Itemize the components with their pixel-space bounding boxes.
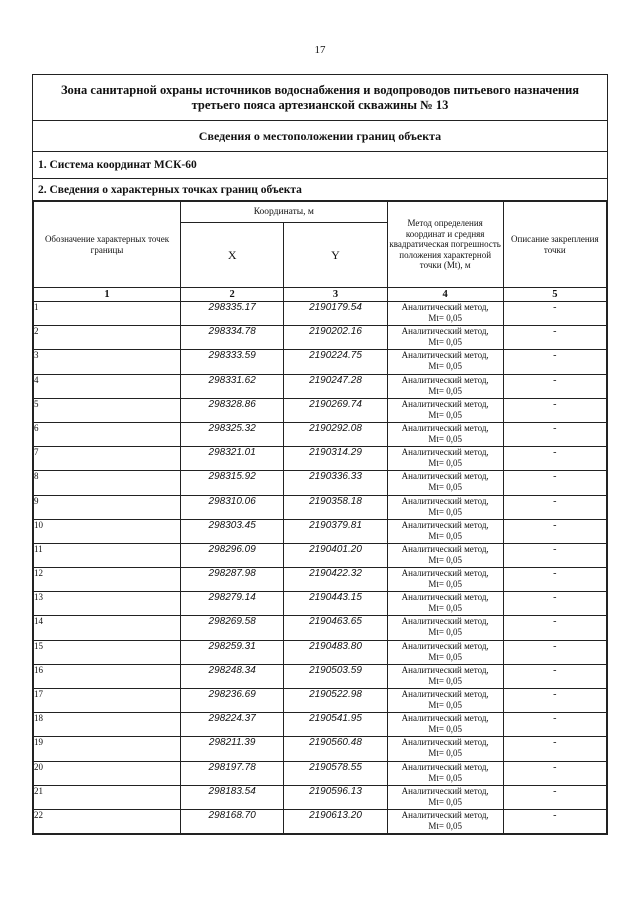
x-coordinate-cell: 298236.69 [181, 689, 284, 713]
description-cell: - [503, 809, 606, 833]
description-cell: - [503, 737, 606, 761]
x-coordinate-cell: 298248.34 [181, 664, 284, 688]
table-body [34, 302, 607, 834]
accuracy-text: Mt= 0,05 [428, 433, 462, 444]
document-subtitle: Сведения о местоположении границ объекта [33, 121, 607, 152]
point-number-cell: 20 [34, 761, 181, 785]
accuracy-text: Mt= 0,05 [428, 458, 462, 469]
point-number-cell: 2 [34, 326, 181, 350]
method-cell [387, 664, 503, 688]
method-cell [387, 640, 503, 664]
description-cell: - [503, 543, 606, 567]
method-cell [387, 447, 503, 471]
y-coordinate-cell: 2190578.55 [284, 761, 387, 785]
point-number-cell: 4 [34, 374, 181, 398]
method-cell [387, 519, 503, 543]
accuracy-text: Mt= 0,05 [428, 506, 462, 517]
x-coordinate-cell: 298334.78 [181, 326, 284, 350]
x-coordinate-cell: 298331.62 [181, 374, 284, 398]
x-coordinate-cell: 298269.58 [181, 616, 284, 640]
accuracy-text: Mt= 0,05 [428, 627, 462, 638]
y-coordinate-cell: 2190358.18 [284, 495, 387, 519]
method-text: Аналитический метод, [401, 640, 489, 651]
x-coordinate-cell: 298197.78 [181, 761, 284, 785]
method-text: Аналитический метод, [401, 495, 489, 506]
header-method: Метод определения координат и средняя квадратическая погрешность положения характерной точки (Mt), м [387, 202, 503, 288]
description-cell: - [503, 495, 606, 519]
method-text: Аналитический метод, [401, 326, 489, 337]
x-coordinate-cell: 298168.70 [181, 809, 284, 833]
table-row [34, 495, 607, 519]
x-coordinate-cell: 298325.32 [181, 422, 284, 446]
method-cell [387, 422, 503, 446]
table-row [34, 809, 607, 833]
method-cell [387, 374, 503, 398]
point-number-cell: 14 [34, 616, 181, 640]
y-coordinate-cell: 2190247.28 [284, 374, 387, 398]
method-text: Аналитический метод, [401, 519, 489, 530]
method-text: Аналитический метод, [401, 374, 489, 385]
accuracy-text: Mt= 0,05 [428, 554, 462, 565]
x-coordinate-cell: 298259.31 [181, 640, 284, 664]
table-row [34, 374, 607, 398]
point-number-cell: 8 [34, 471, 181, 495]
method-text: Аналитический метод, [401, 350, 489, 361]
method-text: Аналитический метод, [401, 422, 489, 433]
method-text: Аналитический метод, [401, 568, 489, 579]
y-coordinate-cell: 2190522.98 [284, 689, 387, 713]
x-coordinate-cell: 298211.39 [181, 737, 284, 761]
point-number-cell: 22 [34, 809, 181, 833]
table-row [34, 761, 607, 785]
table-row [34, 326, 607, 350]
description-cell: - [503, 422, 606, 446]
method-cell [387, 713, 503, 737]
method-text: Аналитический метод, [401, 592, 489, 603]
header-x: X [181, 223, 284, 288]
method-text: Аналитический метод, [401, 689, 489, 699]
accuracy-text: Mt= 0,05 [428, 530, 462, 541]
method-cell [387, 495, 503, 519]
x-coordinate-cell: 298335.17 [181, 302, 284, 326]
y-coordinate-cell: 2190202.16 [284, 326, 387, 350]
description-cell: - [503, 398, 606, 422]
method-cell [387, 302, 503, 326]
method-cell [387, 785, 503, 809]
method-text: Аналитический метод, [401, 809, 489, 820]
point-number-cell: 6 [34, 422, 181, 446]
method-text: Аналитический метод, [401, 785, 489, 796]
header-coordinates: Координаты, м [181, 202, 388, 223]
description-cell: - [503, 592, 606, 616]
x-coordinate-cell: 298296.09 [181, 543, 284, 567]
method-text: Аналитический метод, [401, 471, 489, 482]
method-text: Аналитический метод, [401, 543, 489, 554]
point-number-cell: 5 [34, 398, 181, 422]
description-cell: - [503, 568, 606, 592]
description-cell: - [503, 713, 606, 737]
x-coordinate-cell: 298183.54 [181, 785, 284, 809]
description-cell: - [503, 350, 606, 374]
y-coordinate-cell: 2190401.20 [284, 543, 387, 567]
method-text: Аналитический метод, [401, 713, 489, 724]
point-number-cell: 9 [34, 495, 181, 519]
x-coordinate-cell: 298279.14 [181, 592, 284, 616]
accuracy-text: Mt= 0,05 [428, 385, 462, 396]
page-number: 17 [314, 44, 326, 56]
table-row [34, 568, 607, 592]
method-cell [387, 592, 503, 616]
y-coordinate-cell: 2190379.81 [284, 519, 387, 543]
method-text: Аналитический метод, [401, 302, 489, 312]
point-number-cell: 1 [34, 302, 181, 326]
description-cell: - [503, 640, 606, 664]
table-row [34, 422, 607, 446]
column-number-row [34, 288, 607, 302]
x-coordinate-cell: 298333.59 [181, 350, 284, 374]
method-text: Аналитический метод, [401, 447, 489, 458]
table-row [34, 664, 607, 688]
method-cell [387, 398, 503, 422]
description-cell: - [503, 761, 606, 785]
method-cell [387, 326, 503, 350]
table-row [34, 350, 607, 374]
method-text: Аналитический метод, [401, 761, 489, 772]
header-designation: Обозначение характерных точек границы [34, 202, 181, 288]
y-coordinate-cell: 2190613.20 [284, 809, 387, 833]
y-coordinate-cell: 2190560.48 [284, 737, 387, 761]
header-y: Y [284, 223, 387, 288]
accuracy-text: Mt= 0,05 [428, 724, 462, 735]
point-number-cell: 11 [34, 543, 181, 567]
method-text: Аналитический метод, [401, 737, 489, 748]
point-number-cell: 15 [34, 640, 181, 664]
description-cell: - [503, 471, 606, 495]
header-description: Описание закрепления точки [503, 202, 606, 288]
point-number-cell: 21 [34, 785, 181, 809]
y-coordinate-cell: 2190596.13 [284, 785, 387, 809]
description-cell: - [503, 689, 606, 713]
column-number: 4 [387, 288, 503, 302]
y-coordinate-cell: 2190463.65 [284, 616, 387, 640]
x-coordinate-cell: 298321.01 [181, 447, 284, 471]
y-coordinate-cell: 2190443.15 [284, 592, 387, 616]
x-coordinate-cell: 298310.06 [181, 495, 284, 519]
table-row [34, 737, 607, 761]
method-cell [387, 809, 503, 833]
description-cell: - [503, 664, 606, 688]
y-coordinate-cell: 2190292.08 [284, 422, 387, 446]
accuracy-text: Mt= 0,05 [428, 603, 462, 614]
description-cell: - [503, 447, 606, 471]
x-coordinate-cell: 298287.98 [181, 568, 284, 592]
table-row [34, 616, 607, 640]
accuracy-text: Mt= 0,05 [428, 313, 462, 323]
x-coordinate-cell: 298224.37 [181, 713, 284, 737]
method-cell [387, 689, 503, 713]
y-coordinate-cell: 2190269.74 [284, 398, 387, 422]
point-number-cell: 18 [34, 713, 181, 737]
column-number: 5 [503, 288, 606, 302]
column-number: 3 [284, 288, 387, 302]
description-cell: - [503, 616, 606, 640]
y-coordinate-cell: 2190336.33 [284, 471, 387, 495]
accuracy-text: Mt= 0,05 [428, 675, 462, 686]
point-number-cell: 19 [34, 737, 181, 761]
accuracy-text: Mt= 0,05 [428, 748, 462, 759]
y-coordinate-cell: 2190179.54 [284, 302, 387, 326]
document-title: Зона санитарной охраны источников водоснабжения и водопроводов питьевого назначения третьего пояса артезианской скважины № 13 [33, 75, 607, 121]
method-cell [387, 543, 503, 567]
method-cell [387, 761, 503, 785]
table-row [34, 543, 607, 567]
coordinate-system-section: 1. Система координат МСК-60 [33, 152, 607, 179]
method-cell [387, 350, 503, 374]
y-coordinate-cell: 2190422.32 [284, 568, 387, 592]
table-row [34, 592, 607, 616]
point-number-cell: 13 [34, 592, 181, 616]
accuracy-text: Mt= 0,05 [428, 796, 462, 807]
accuracy-text: Mt= 0,05 [428, 409, 462, 420]
x-coordinate-cell: 298303.45 [181, 519, 284, 543]
column-number: 1 [34, 288, 181, 302]
table-row [34, 689, 607, 713]
description-cell: - [503, 374, 606, 398]
accuracy-text: Mt= 0,05 [428, 820, 462, 831]
y-coordinate-cell: 2190224.75 [284, 350, 387, 374]
table-row [34, 519, 607, 543]
y-coordinate-cell: 2190503.59 [284, 664, 387, 688]
column-number: 2 [181, 288, 284, 302]
description-cell: - [503, 302, 606, 326]
description-cell: - [503, 519, 606, 543]
y-coordinate-cell: 2190541.95 [284, 713, 387, 737]
table-row [34, 302, 607, 326]
y-coordinate-cell: 2190483.80 [284, 640, 387, 664]
method-cell [387, 737, 503, 761]
table-row [34, 713, 607, 737]
point-number-cell: 16 [34, 664, 181, 688]
method-cell [387, 568, 503, 592]
boundary-points-table [33, 201, 607, 834]
accuracy-text: Mt= 0,05 [428, 337, 462, 348]
method-text: Аналитический метод, [401, 664, 489, 675]
accuracy-text: Mt= 0,05 [428, 482, 462, 493]
point-number-cell: 12 [34, 568, 181, 592]
accuracy-text: Mt= 0,05 [428, 361, 462, 372]
method-cell [387, 616, 503, 640]
x-coordinate-cell: 298328.86 [181, 398, 284, 422]
point-number-cell: 17 [34, 689, 181, 713]
y-coordinate-cell: 2190314.29 [284, 447, 387, 471]
accuracy-text: Mt= 0,05 [428, 772, 462, 783]
point-number-cell: 10 [34, 519, 181, 543]
table-row [34, 640, 607, 664]
document-table [32, 74, 608, 835]
table-row [34, 785, 607, 809]
table-row [34, 471, 607, 495]
boundary-points-section: 2. Сведения о характерных точках границ объекта [33, 179, 607, 201]
description-cell: - [503, 785, 606, 809]
method-cell [387, 471, 503, 495]
accuracy-text: Mt= 0,05 [428, 651, 462, 662]
point-number-cell: 3 [34, 350, 181, 374]
accuracy-text: Mt= 0,05 [428, 579, 462, 590]
x-coordinate-cell: 298315.92 [181, 471, 284, 495]
accuracy-text: Mt= 0,05 [428, 700, 462, 710]
method-text: Аналитический метод, [401, 616, 489, 627]
point-number-cell: 7 [34, 447, 181, 471]
method-text: Аналитический метод, [401, 398, 489, 409]
description-cell: - [503, 326, 606, 350]
table-row [34, 398, 607, 422]
table-row [34, 447, 607, 471]
